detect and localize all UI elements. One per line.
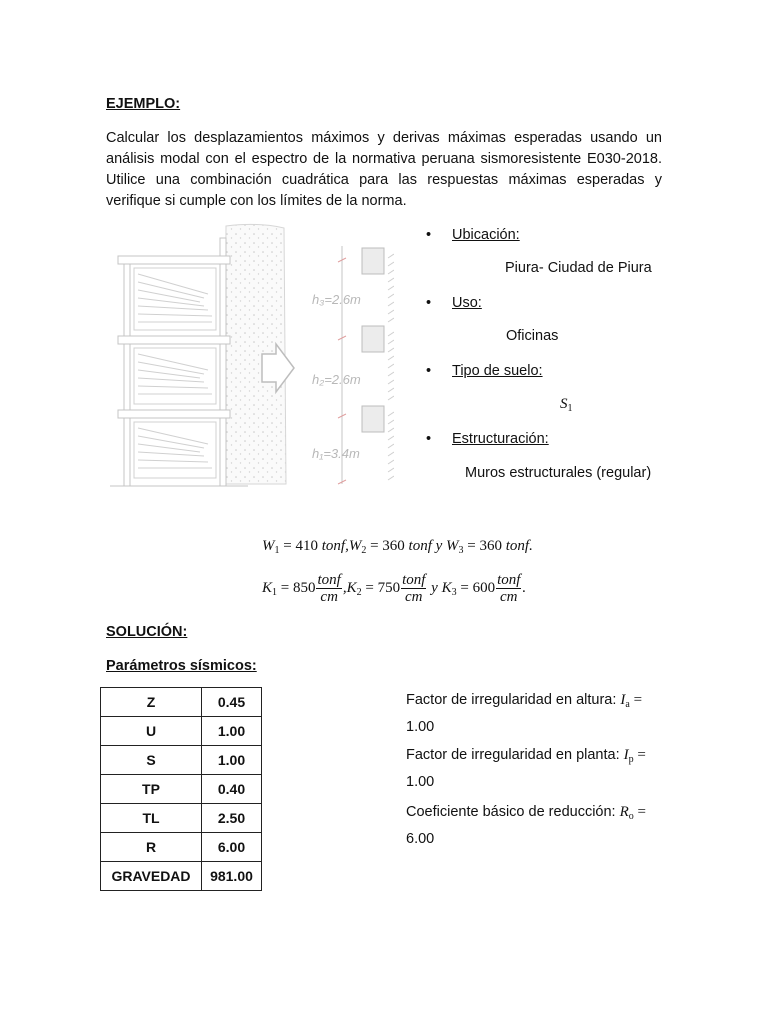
param-value: 981.00 [202, 862, 262, 891]
param-value: 0.40 [202, 775, 262, 804]
info-label: Estructuración: [452, 431, 549, 447]
param-key: TL [101, 804, 202, 833]
intro-paragraph: Calcular los desplazamientos máximos y derivas máximas esperadas usando un análisis modal con el espectro de la normativa peruana sismoresistente E030-2018. Utilice una combinación cuadrática para las respuestas máximas esperadas y verifique si cumple con los límites de la norma. [106, 130, 662, 209]
soil-type-value: $S_1$ [560, 396, 573, 414]
info-label: Tipo de suelo: [452, 363, 543, 379]
param-value: 0.45 [202, 688, 262, 717]
param-key: GRAVEDAD [101, 862, 202, 891]
param-value: 6.00 [202, 833, 262, 862]
param-value: 2.50 [202, 804, 262, 833]
example-heading: EJEMPLO: [106, 96, 181, 112]
param-key: TP [101, 775, 202, 804]
info-value: Oficinas [506, 328, 559, 344]
param-key: R [101, 833, 202, 862]
table-row [101, 833, 262, 862]
table-row [101, 688, 262, 717]
param-value: 1.00 [202, 717, 262, 746]
table-row [101, 746, 262, 775]
param-value: 1.00 [202, 746, 262, 775]
info-value: Muros estructurales (regular) [465, 465, 652, 481]
table-row [101, 717, 262, 746]
stiffness-equation: $K_1 = 850$ $\frac{\text{tonf}}{cm}$ $,K_2 = 750$ $\frac{\text{tonf}}{cm}$ y $K_3 = 600$ $\frac{\text{tonf}}{cm}$ . [262, 572, 527, 605]
table-row [101, 804, 262, 833]
weights-equation: $W_1 = 410$ $tonf,W_2 = 360$ tonf y $W_3 = 360$ tonf. [262, 538, 533, 556]
story-height-2: h₂=2.6m [312, 372, 361, 387]
table-row [101, 862, 262, 891]
story-height-3: h₃=2.6m [312, 292, 361, 307]
table-row [101, 775, 262, 804]
solution-heading: SOLUCIÓN: [106, 624, 188, 640]
factor-height-irregularity: Factor de irregularidad en altura: $I_a$ = 1.00 [406, 692, 643, 735]
story-height-1: h₁=3.4m [312, 446, 360, 461]
info-label: Uso: [452, 295, 482, 311]
factor-reduction-coefficient: Coeficiente básico de reducción: $R_o$ = 6.00 [406, 804, 646, 847]
factor-plan-irregularity: Factor de irregularidad en planta: $I_p$ = 1.00 [406, 747, 646, 790]
info-value: Piura- Ciudad de Piura [505, 260, 652, 276]
param-key: S [101, 746, 202, 775]
param-key: Z [101, 688, 202, 717]
building-diagram [108, 222, 394, 494]
info-label: Ubicación: [452, 227, 520, 243]
params-heading: Parámetros sísmicos: [106, 658, 257, 674]
param-key: U [101, 717, 202, 746]
seismic-params-table [100, 687, 262, 891]
